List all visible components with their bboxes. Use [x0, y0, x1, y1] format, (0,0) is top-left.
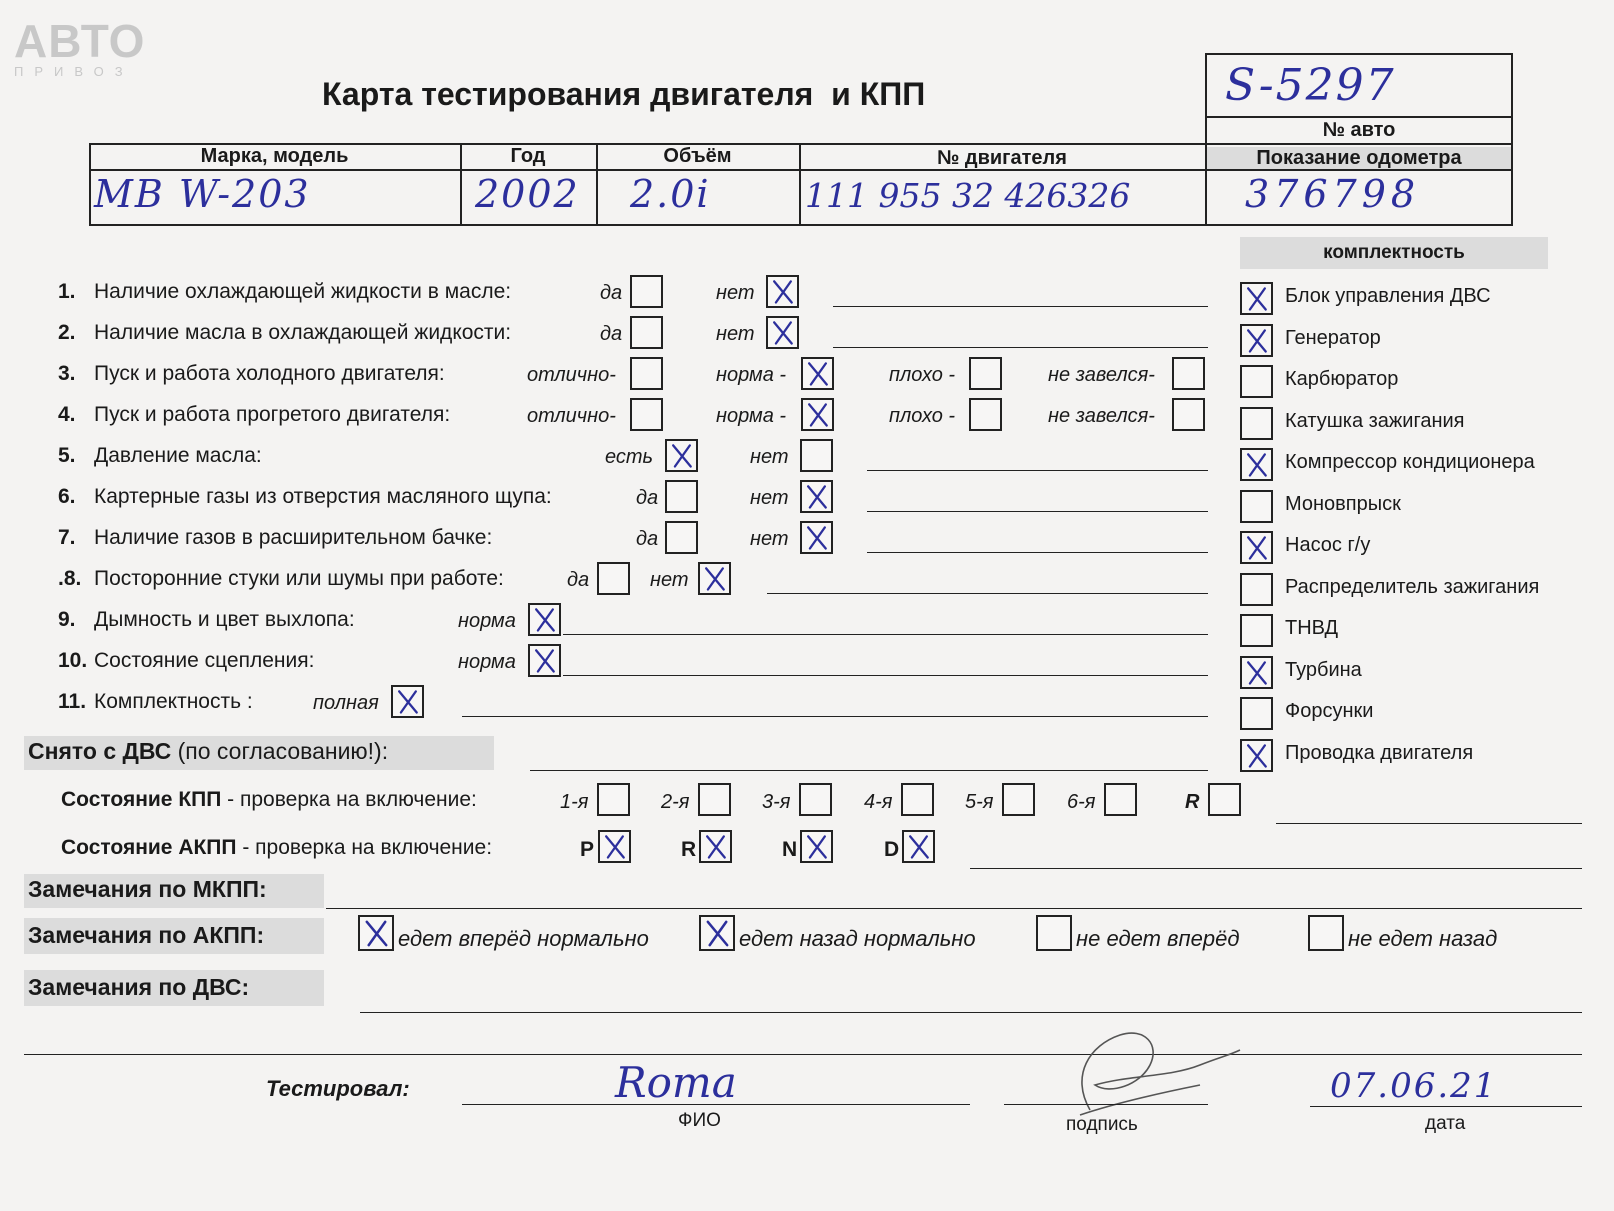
brand-value: МВ W-203	[94, 172, 311, 216]
akpp-gear-label: P	[580, 838, 595, 861]
completeness-checkbox[interactable]	[1240, 448, 1273, 481]
kpp-gear-label: 4-я	[864, 791, 893, 813]
completeness-item-label: Форсунки	[1285, 700, 1374, 722]
akpp-gear-label: N	[782, 838, 798, 861]
check-number: 5.	[58, 444, 76, 467]
completeness-checkbox[interactable]	[1240, 490, 1273, 523]
check-checkbox[interactable]	[969, 357, 1002, 390]
check-option-label: норма	[458, 651, 516, 673]
completeness-checkbox[interactable]	[1240, 324, 1273, 357]
check-option-label: нет	[750, 487, 789, 509]
check-mark-icon	[600, 832, 629, 861]
check-option-label: да	[600, 323, 623, 345]
completeness-item-label: Моновпрыск	[1285, 492, 1401, 515]
check-checkbox[interactable]	[969, 398, 1002, 431]
akpp-gear-checkbox[interactable]	[699, 830, 732, 863]
check-option-label: отлично-	[527, 364, 616, 386]
check-label: Пуск и работа прогретого двигателя:	[94, 403, 451, 426]
completeness-item-label: Проводка двигателя	[1285, 741, 1474, 764]
check-option-label: нет	[716, 323, 755, 345]
check-checkbox[interactable]	[597, 562, 630, 595]
volume-label: Объём	[663, 145, 732, 167]
completeness-item-label: Турбина	[1285, 658, 1362, 681]
check-checkbox[interactable]	[766, 275, 799, 308]
check-mark-icon	[1242, 284, 1271, 313]
akpp-remark-checkbox[interactable]	[1308, 915, 1344, 951]
check-mark-icon	[701, 832, 730, 861]
completeness-item-label: Карбюратор	[1285, 368, 1399, 390]
check-mark-icon	[803, 400, 832, 429]
check-mark-icon	[393, 687, 422, 716]
check-option-label: норма -	[716, 405, 787, 427]
completeness-item-label: Генератор	[1285, 326, 1381, 349]
completeness-checkbox[interactable]	[1240, 656, 1273, 689]
akpp-gear-checkbox[interactable]	[800, 830, 833, 863]
kpp-gear-label: 6-я	[1067, 791, 1096, 813]
check-checkbox[interactable]	[801, 398, 834, 431]
check-mark-icon	[1242, 741, 1271, 770]
akpp-label: Состояние АКПП - проверка на включение:	[61, 836, 493, 859]
akpp-remark-label: едет назад нормально	[739, 926, 976, 951]
check-mark-icon	[1242, 450, 1271, 479]
kpp-gear-label: 2-я	[661, 791, 690, 813]
remarks-dvs-label: Замечания по ДВС:	[28, 974, 250, 1000]
completeness-checkbox[interactable]	[1240, 739, 1273, 772]
check-option-label: нет	[716, 282, 755, 304]
engine-number-label: № двигателя	[937, 147, 1067, 169]
completeness-checkbox[interactable]	[1240, 697, 1273, 730]
check-number: 11.	[58, 690, 87, 713]
auto-number-label: № авто	[1322, 119, 1396, 141]
check-label: Состояние сцепления:	[94, 649, 315, 672]
check-number: 4.	[58, 403, 76, 426]
check-option-label: норма -	[716, 364, 787, 386]
odometer-value: 376798	[1245, 172, 1421, 216]
kpp-gear-label: 3-я	[762, 791, 791, 813]
check-option-label: да	[600, 282, 623, 304]
akpp-remark-label: не едет назад	[1348, 926, 1498, 951]
check-mark-icon	[1242, 533, 1271, 562]
kpp-gear-checkbox[interactable]	[1002, 783, 1035, 816]
check-checkbox[interactable]	[528, 603, 561, 636]
check-number: 7.	[58, 526, 76, 549]
akpp-remark-checkbox[interactable]	[358, 915, 394, 951]
logo-sub: ПРИВОЗ	[14, 64, 134, 79]
name-caption: ФИО	[678, 1110, 721, 1131]
check-option-label: отлично-	[527, 405, 616, 427]
completeness-item-label: ТНВД	[1285, 617, 1339, 639]
check-checkbox[interactable]	[630, 316, 663, 349]
check-option-label: не завелся-	[1048, 405, 1155, 427]
check-number: 10.	[58, 649, 88, 672]
akpp-remark-checkbox[interactable]	[699, 915, 735, 951]
completeness-checkbox[interactable]	[1240, 531, 1273, 564]
signature-image	[1050, 1015, 1250, 1125]
kpp-gear-checkbox[interactable]	[1104, 783, 1137, 816]
check-checkbox[interactable]	[665, 521, 698, 554]
akpp-gear-label: R	[681, 838, 697, 861]
check-mark-icon	[802, 832, 831, 861]
check-number: 6.	[58, 485, 76, 508]
check-label: Картерные газы из отверстия масляного щупа:	[94, 485, 552, 508]
check-mark-icon	[802, 482, 831, 511]
kpp-gear-checkbox[interactable]	[799, 783, 832, 816]
check-label: Комплектность :	[94, 690, 253, 713]
page-title: Карта тестирования двигателя и КПП	[322, 76, 926, 112]
check-checkbox[interactable]	[800, 521, 833, 554]
check-label: Посторонние стуки или шумы при работе:	[94, 567, 504, 590]
check-mark-icon	[1242, 326, 1271, 355]
check-number: 1.	[58, 280, 76, 303]
check-mark-icon	[803, 359, 832, 388]
check-number: .8.	[58, 567, 82, 590]
date-value: 07.06.21	[1330, 1066, 1498, 1106]
check-mark-icon	[768, 318, 797, 347]
kpp-label: Состояние КПП - проверка на включение:	[61, 788, 477, 811]
check-mark-icon	[700, 564, 729, 593]
akpp-remark-label: не едет вперёд	[1076, 926, 1240, 951]
completeness-item-label: Распределитель зажигания	[1285, 575, 1540, 598]
volume-value: 2.0i	[630, 172, 711, 216]
check-option-label: да	[636, 528, 659, 550]
check-option-label: нет	[650, 569, 689, 591]
akpp-remark-checkbox[interactable]	[1036, 915, 1072, 951]
check-option-label: да	[567, 569, 590, 591]
check-checkbox[interactable]	[766, 316, 799, 349]
completeness-checkbox[interactable]	[1240, 407, 1273, 440]
signature-caption: подпись	[1066, 1114, 1138, 1135]
check-option-label: есть	[605, 446, 654, 468]
completeness-item-label: Катушка зажигания	[1285, 409, 1465, 432]
kpp-gear-label: R	[1185, 791, 1200, 813]
check-label: Наличие охлаждающей жидкости в масле:	[94, 280, 512, 303]
check-checkbox[interactable]	[801, 357, 834, 390]
check-option-label: да	[636, 487, 659, 509]
check-label: Дымность и цвет выхлопа:	[94, 608, 355, 631]
check-checkbox[interactable]	[391, 685, 424, 718]
check-label: Давление масла:	[94, 444, 262, 467]
auto-number-value: S-5297	[1225, 60, 1396, 111]
kpp-gear-checkbox[interactable]	[698, 783, 731, 816]
check-checkbox[interactable]	[698, 562, 731, 595]
logo	[14, 15, 150, 80]
check-option-label: норма	[458, 610, 516, 632]
check-option-label: нет	[750, 446, 789, 468]
removed-label: Снято с ДВС (по согласованию!):	[28, 738, 389, 764]
check-mark-icon	[701, 917, 733, 949]
name-value: Roma	[615, 1058, 737, 1107]
check-option-label: плохо -	[889, 405, 956, 427]
check-checkbox[interactable]	[800, 480, 833, 513]
check-checkbox[interactable]	[1172, 398, 1205, 431]
completeness-item-label: Компрессор кондиционера	[1285, 451, 1535, 473]
remarks-akpp-label: Замечания по АКПП:	[28, 922, 265, 948]
check-number: 2.	[58, 321, 76, 344]
logo-main: АВТО	[14, 15, 146, 67]
check-mark-icon	[360, 917, 392, 949]
akpp-gear-checkbox[interactable]	[598, 830, 631, 863]
check-label: Наличие масла в охлаждающей жидкости:	[94, 321, 512, 344]
brand-label: Марка, модель	[200, 145, 349, 167]
check-mark-icon	[1242, 658, 1271, 687]
akpp-gear-label: D	[884, 838, 900, 861]
check-mark-icon	[904, 832, 933, 861]
kpp-gear-label: 1-я	[560, 791, 589, 813]
completeness-checkbox[interactable]	[1240, 365, 1273, 398]
tested-label: Тестировал:	[266, 1076, 410, 1101]
check-option-label: не завелся-	[1048, 364, 1155, 386]
check-label: Пуск и работа холодного двигателя:	[94, 362, 445, 385]
year-value: 2002	[475, 172, 580, 216]
completeness-title: комплектность	[1240, 237, 1548, 269]
check-checkbox[interactable]	[630, 275, 663, 308]
kpp-gear-checkbox[interactable]	[901, 783, 934, 816]
engine-number-value: 111 955 32 426326	[805, 176, 1131, 215]
check-checkbox[interactable]	[630, 398, 663, 431]
check-checkbox[interactable]	[665, 439, 698, 472]
kpp-gear-label: 5-я	[965, 791, 994, 813]
check-label: Наличие газов в расширительном бачке:	[94, 526, 493, 549]
check-mark-icon	[768, 277, 797, 306]
completeness-checkbox[interactable]	[1240, 282, 1273, 315]
odometer-label: Показание одометра	[1256, 147, 1462, 169]
check-checkbox[interactable]	[528, 644, 561, 677]
check-mark-icon	[530, 646, 559, 675]
check-checkbox[interactable]	[630, 357, 663, 390]
kpp-gear-checkbox[interactable]	[597, 783, 630, 816]
completeness-checkbox[interactable]	[1240, 614, 1273, 647]
check-checkbox[interactable]	[1172, 357, 1205, 390]
check-checkbox[interactable]	[665, 480, 698, 513]
check-number: 9.	[58, 608, 76, 631]
completeness-checkbox[interactable]	[1240, 573, 1273, 606]
check-option-label: полная	[313, 692, 379, 714]
completeness-item-label: Блок управления ДВС	[1285, 285, 1491, 307]
check-number: 3.	[58, 362, 76, 385]
akpp-gear-checkbox[interactable]	[902, 830, 935, 863]
kpp-gear-checkbox[interactable]	[1208, 783, 1241, 816]
akpp-remark-label: едет вперёд нормально	[398, 926, 649, 951]
check-option-label: нет	[750, 528, 789, 550]
check-checkbox[interactable]	[800, 439, 833, 472]
remarks-mkpp-label: Замечания по МКПП:	[28, 876, 267, 902]
date-caption: дата	[1425, 1113, 1466, 1134]
check-mark-icon	[530, 605, 559, 634]
year-label: Год	[510, 145, 546, 167]
check-mark-icon	[802, 523, 831, 552]
completeness-item-label: Насос г/у	[1285, 534, 1371, 556]
check-mark-icon	[667, 441, 696, 470]
check-option-label: плохо -	[889, 364, 956, 386]
